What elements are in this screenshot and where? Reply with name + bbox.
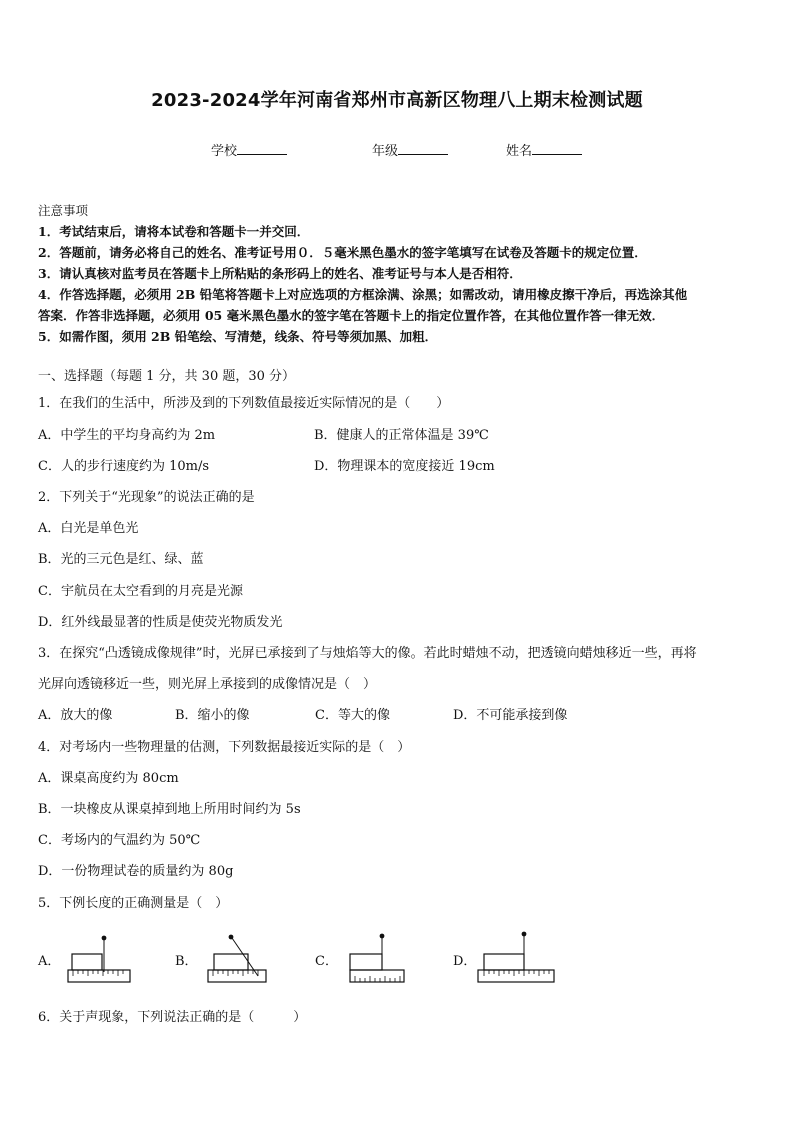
ruler-diagram-d: [474, 928, 558, 986]
q4-option-a: A．课桌高度约为 80cm: [38, 771, 179, 786]
notice-item: 1．考试结束后，请将本试卷和答题卡一并交回．: [38, 224, 310, 239]
name-label: 姓名: [506, 144, 533, 159]
question-1-stem: 1．在我们的生活中，所涉及到的下列数值最接近实际情况的是（ ）: [38, 396, 450, 411]
name-blank: [532, 142, 582, 155]
question-2-stem: 2．下列关于“光现象”的说法正确的是: [38, 490, 255, 505]
q1-option-b: B．健康人的正常体温是 39℃: [314, 428, 489, 443]
notice-item: 答案．作答非选择题，必须用 05 毫米黑色墨水的签字笔在答题卡上的指定位置作答，在其他位置作答一律无效．: [38, 308, 665, 323]
grade-blank: [398, 142, 448, 155]
question-4-stem: 4．对考场内一些物理量的估测，下列数据最接近实际的是（ ）: [38, 740, 411, 755]
q2-option-c: C．宇航员在太空看到的月亮是光源: [38, 584, 243, 599]
question-3-stem-line2: 光屏向透镜移近一些，则光屏上承接到的成像情况是（ ）: [38, 677, 377, 692]
q2-option-b: B．光的三元色是红、绿、蓝: [38, 552, 204, 567]
school-blank: [237, 142, 287, 155]
notice-item: 4．作答选择题，必须用 2B 铅笔将答题卡上对应选项的方框涂满、涂黑；如需改动，请用橡皮擦干净后，再选涂其他: [38, 287, 688, 302]
section-heading: 一、选择题（每题 1 分，共 30 题，30 分）: [38, 369, 296, 384]
notice-item: 5．如需作图，须用 2B 铅笔绘、写清楚，线条、符号等须加黑、加粗．: [38, 329, 438, 344]
school-field: [211, 140, 287, 159]
ruler-diagram-b: [202, 930, 272, 986]
q3-option-b: B．缩小的像: [175, 708, 250, 723]
q5-option-a: A．: [38, 954, 61, 969]
q5-option-c: C．: [315, 954, 338, 969]
grade-label: 年级: [372, 144, 399, 159]
q3-option-d: D．不可能承接到像: [453, 708, 568, 723]
q1-option-c: C．人的步行速度约为 10m/s: [38, 459, 209, 474]
page-title: 2023-2024学年河南省郑州市高新区物理八上期末检测试题: [151, 90, 643, 111]
q3-option-c: C．等大的像: [315, 708, 390, 723]
q2-option-a: A．白光是单色光: [38, 521, 139, 536]
notice-item: 3．请认真核对监考员在答题卡上所粘贴的条形码上的姓名、准考证号与本人是否相符．: [38, 266, 522, 281]
question-5-stem: 5．下例长度的正确测量是（ ）: [38, 896, 229, 911]
school-label: 学校: [211, 144, 238, 159]
q2-option-d: D．红外线最显著的性质是使荧光物质发光: [38, 615, 283, 630]
notice-item: 2．答题前，请务必将自己的姓名、准考证号用０．５毫米黑色墨水的签字笔填写在试卷及答题卡的规定位置．: [38, 245, 647, 260]
question-3-stem-line1: 3．在探究“凸透镜成像规律”时，光屏已承接到了与烛焰等大的像。若此时蜡烛不动，把透镜向蜡烛移近一些，再将: [38, 646, 697, 661]
q5-option-d: D．: [453, 954, 477, 969]
q1-option-a: A．中学生的平均身高约为 2m: [38, 428, 216, 443]
q1-option-d: D．物理课本的宽度接近 19cm: [314, 459, 495, 474]
ruler-diagram-a: [64, 932, 134, 986]
q3-option-a: A．放大的像: [38, 708, 113, 723]
name-field: [506, 140, 582, 159]
q4-option-d: D．一份物理试卷的质量约为 80g: [38, 864, 234, 879]
question-6-stem: 6．关于声现象，下列说法正确的是（ ）: [38, 1010, 307, 1025]
notice-heading: 注意事项: [38, 203, 89, 218]
q4-option-c: C．考场内的气温约为 50℃: [38, 833, 201, 848]
q5-option-b: B．: [175, 954, 198, 969]
ruler-diagram-c: [342, 930, 408, 986]
q4-option-b: B．一块橡皮从课桌掉到地上所用时间约为 5s: [38, 802, 301, 817]
grade-field: [372, 140, 448, 159]
